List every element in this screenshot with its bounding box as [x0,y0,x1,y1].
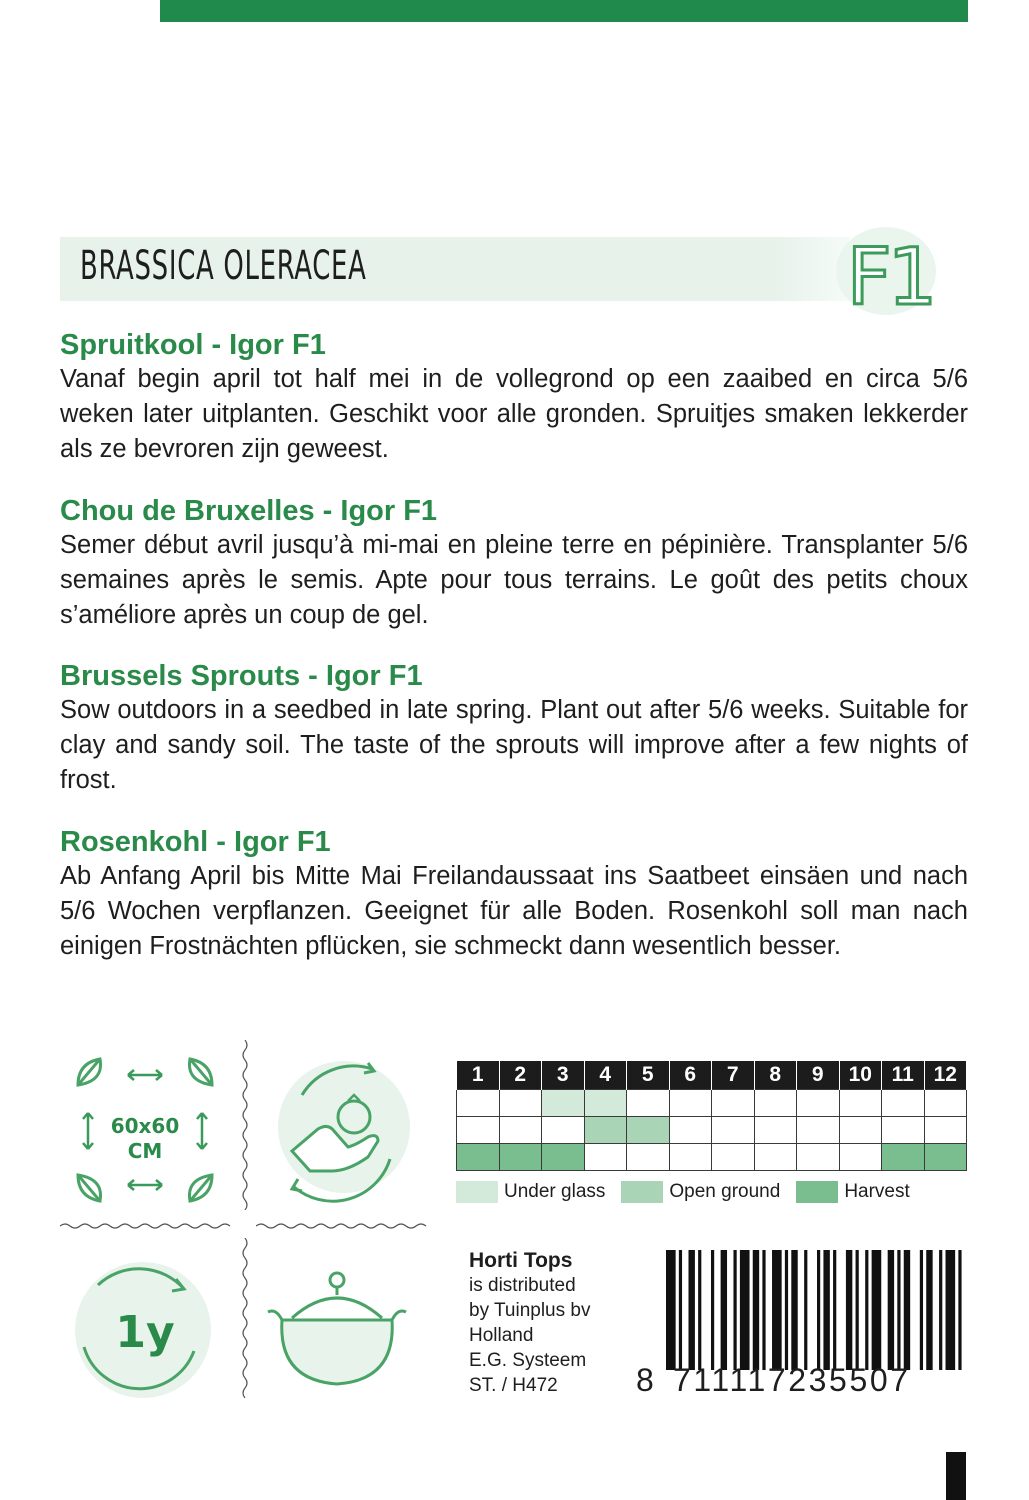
calendar-cell [669,1117,712,1144]
lifespan-icon [68,1255,218,1405]
distributor-line: by Tuinplus bv [469,1300,591,1321]
distributor-line: is distributed [469,1275,576,1296]
calendar-cell [924,1117,967,1144]
hand-harvest-icon [262,1055,422,1205]
calendar-cell [882,1144,925,1171]
calendar-cell [499,1117,542,1144]
calendar-cell [712,1090,755,1117]
divider-horizontal-left [60,1222,232,1230]
calendar-header-row [457,1061,967,1090]
barcode-bar [856,1250,859,1370]
section-text-fr: Semer début avril jusqu’à mi-mai en pleine terre en pépinière. Transplanter 5/6 semaines après le semis. Apte pour tous terrains. Le goût des petits choux s’améliore après un coup de gel. [60,531,968,629]
calendar-cell [839,1117,882,1144]
calendar-cell [542,1117,585,1144]
calendar-cell [669,1090,712,1117]
calendar-cell [627,1117,670,1144]
section-title-fr: Chou de Bruxelles - Igor F1 [60,495,438,527]
calendar-cell [839,1090,882,1117]
month-header: 4 [584,1061,627,1090]
barcode-bar [688,1250,694,1370]
section-de [60,825,968,964]
f1-badge [836,226,936,316]
month-header: 12 [924,1061,967,1090]
barcode-bar [946,1250,956,1370]
barcode-bar [823,1250,829,1370]
calendar-cell [457,1090,500,1117]
barcode-bar [753,1250,759,1370]
legend-item-open-ground [621,1181,780,1203]
barcode-bar [846,1250,852,1370]
legend-item-harvest [796,1181,909,1203]
legend-item-under-glass [456,1181,605,1203]
calendar-cell [584,1117,627,1144]
distributor-line: ST. / H472 [469,1375,558,1396]
barcode-bar [920,1250,923,1370]
barcode-first-digit: 8 [636,1362,654,1398]
calendar-cell [457,1117,500,1144]
barcode-bar [939,1250,942,1370]
calendar-cell [882,1090,925,1117]
barcode-bar [666,1250,676,1370]
barcode-bar [721,1250,727,1370]
barcode-bar [804,1250,807,1370]
section-text-en: Sow outdoors in a seedbed in late spring. Plant out after 5/6 weeks. Suitable for clay and sandy soil. The taste of the sprouts will improve after a few nights of frost. [60,696,968,794]
barcode-bar [833,1250,836,1370]
legend-swatch [796,1181,838,1203]
calendar-cell [712,1144,755,1171]
section-title-en: Brussels Sprouts - Igor F1 [60,660,423,692]
spacing-icon [60,1045,230,1215]
calendar-cell [797,1144,840,1171]
month-header: 7 [712,1061,755,1090]
month-header: 5 [627,1061,670,1090]
month-header: 3 [542,1061,585,1090]
divider-vertical-top [241,1040,249,1210]
calendar-row-harvest [457,1144,967,1171]
calendar-cell [584,1144,627,1171]
print-mark [946,1452,966,1500]
barcode-digits: 711117235507 [673,1362,911,1398]
sowing-calendar [456,1061,967,1171]
calendar-cell [754,1117,797,1144]
calendar-cell [584,1090,627,1117]
calendar-cell [542,1144,585,1171]
barcode-bar [698,1250,701,1370]
month-header: 9 [797,1061,840,1090]
calendar-row-open [457,1117,967,1144]
month-header: 10 [839,1061,882,1090]
calendar-cell [627,1090,670,1117]
legend-swatch [456,1181,498,1203]
section-text-de: Ab Anfang April bis Mitte Mai Freilandaussaat ins Saatbeet einsäen und nach 5/6 Wochen verpflanzen. Geeignet für alle Boden. Rosenkohl soll man nach einigen Frostnächten pflücken, sie schmeckt dann wesentlich besser. [60,862,968,960]
barcode-bar [926,1250,932,1370]
calendar-cell [839,1144,882,1171]
section-text-nl: Vanaf begin april tot half mei in de vollegrond op een zaaibed en circa 5/6 weken later uitplanten. Geschikt voor alle gronden. Spruitjes smaken lekkerder als ze bevroren zijn geweest. [60,365,968,463]
barcode-bar [904,1250,910,1370]
barcode-bar [872,1250,882,1370]
barcode-bar [785,1250,788,1370]
calendar-cell [882,1117,925,1144]
top-accent-bar [160,0,968,22]
barcode-bar [679,1250,682,1370]
distributor-line: E.G. Systeem [469,1350,587,1371]
calendar-cell [627,1144,670,1171]
calendar-cell [754,1144,797,1171]
barcode-bar [791,1250,797,1370]
calendar-cell [797,1117,840,1144]
calendar-legend [456,1181,926,1203]
legend-label: Under glass [504,1181,606,1202]
calendar-cell [499,1144,542,1171]
calendar-cell [542,1090,585,1117]
section-nl [60,328,968,467]
barcode-bar [733,1250,736,1370]
section-title-de: Rosenkohl - Igor F1 [60,826,331,858]
calendar-cell [712,1117,755,1144]
barcode-bar [817,1250,820,1370]
month-header: 2 [499,1061,542,1090]
month-header: 11 [882,1061,925,1090]
legend-label: Harvest [844,1181,910,1202]
calendar-cell [754,1090,797,1117]
section-fr [60,494,968,633]
calendar-cell [669,1144,712,1171]
brand-name: Horti Tops [469,1249,573,1272]
month-header: 6 [669,1061,712,1090]
divider-horizontal-right [256,1222,432,1230]
barcode-bar [762,1250,765,1370]
section-en [60,659,968,798]
divider-vertical-bottom [241,1238,249,1398]
legend-swatch [621,1181,663,1203]
barcode-bar [958,1250,961,1370]
barcode-bar [772,1250,782,1370]
barcode-bar [888,1250,894,1370]
cooking-pot-icon [262,1262,412,1402]
f1-badge-text: F1 [846,233,934,316]
barcode-bar [740,1250,750,1370]
legend-label: Open ground [669,1181,781,1202]
calendar-cell [924,1144,967,1171]
calendar-cell [457,1144,500,1171]
spacing-unit: CM [127,1139,163,1163]
month-header: 8 [754,1061,797,1090]
calendar-cell [499,1090,542,1117]
month-header: 1 [457,1061,500,1090]
barcode-bar [865,1250,868,1370]
distributor-info [469,1248,590,1398]
calendar-cell [797,1090,840,1117]
spacing-value: 60x60 [110,1114,180,1138]
lifespan-value: 1y [115,1307,175,1358]
section-title-nl: Spruitkool - Igor F1 [60,329,326,361]
distributor-line: Holland [469,1325,534,1346]
species-name: BRASSICA OLERACEA [80,243,367,289]
barcode-bar [897,1250,900,1370]
barcode [666,1250,968,1370]
calendar-row-under [457,1090,967,1117]
calendar-cell [924,1090,967,1117]
barcode-bar [711,1250,714,1370]
